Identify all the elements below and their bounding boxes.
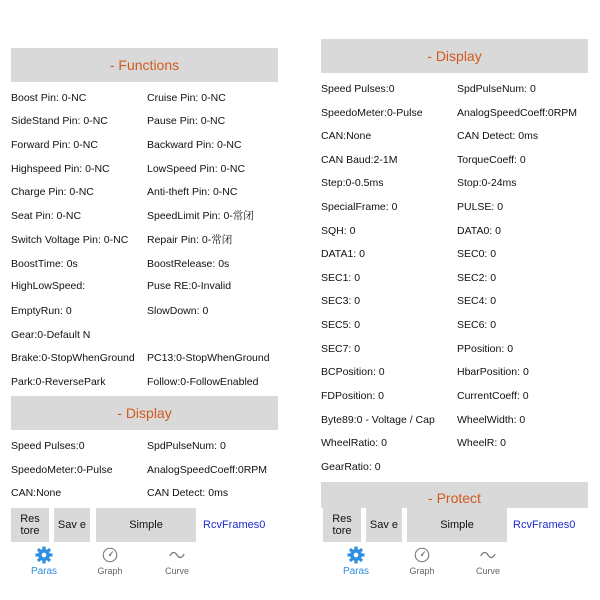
param-row[interactable] [11,437,281,455]
param-row[interactable] [11,302,281,320]
sec2[interactable]: SEC2: 0 [457,272,497,284]
param-row[interactable] [321,411,591,429]
param-row[interactable] [321,363,591,381]
nav-paras[interactable] [19,542,69,577]
sec7[interactable]: SEC7: 0 [321,343,361,355]
param-row[interactable] [11,207,281,225]
param-row[interactable] [11,349,281,367]
simple-button[interactable]: Simple [407,508,507,542]
pause-pin[interactable]: Pause Pin: 0-NC [147,115,226,127]
analog-speed-coeff[interactable]: AnalogSpeedCoeff:0RPM [457,107,578,119]
nav-graph[interactable] [85,542,135,576]
speed-pulses[interactable]: Speed Pulses:0 [321,83,395,95]
nav-graph-label: Graph [409,566,435,576]
torque-coeff[interactable]: TorqueCoeff: 0 [457,154,526,166]
puse-re[interactable]: Puse RE:0-Invalid [147,280,232,292]
save-button[interactable]: Sav e [54,508,90,542]
data1[interactable]: DATA1: 0 [321,248,365,260]
can-baud[interactable]: CAN Baud:2-1M [321,154,398,166]
gear-ratio[interactable]: GearRatio: 0 [321,461,381,473]
step[interactable]: Step:0-0.5ms [321,177,384,189]
brake[interactable]: Brake:0-StopWhenGround [11,352,135,364]
param-row[interactable] [11,278,281,292]
param-row[interactable] [11,326,281,344]
speedlimit-pin[interactable]: SpeedLimit Pin: 0-常闭 [147,210,254,222]
param-row[interactable] [11,89,281,107]
rcv-frames-counter: RcvFrames0 [203,519,266,531]
params-scroll-area[interactable] [0,40,290,508]
bottom-toolbar [0,508,290,542]
nav-curve-label: Curve [164,566,189,576]
sec1[interactable]: SEC1: 0 [321,272,361,284]
nav-graph-label: Graph [97,566,123,576]
bc-position[interactable]: BCPosition: 0 [321,366,385,378]
display-section-header[interactable] [11,396,278,430]
bottom-toolbar [310,508,600,542]
nav-paras-label: Paras [30,566,58,577]
curve-icon [168,546,186,564]
param-row[interactable] [11,112,281,130]
param-row[interactable] [11,484,281,502]
param-row[interactable] [11,136,281,154]
gauge-icon [101,546,119,564]
slow-down[interactable]: SlowDown: 0 [147,305,209,317]
pulse[interactable]: PULSE: 0 [457,201,504,213]
switch-voltage-pin[interactable]: Switch Voltage Pin: 0-NC [11,234,129,246]
speedometer[interactable]: SpeedoMeter:0-Pulse [321,107,423,119]
special-frame[interactable]: SpecialFrame: 0 [321,201,398,213]
param-row[interactable] [321,434,591,452]
speed-pulses[interactable]: Speed Pulses:0 [11,440,85,452]
param-row[interactable] [11,461,281,479]
cruise-pin[interactable]: Cruise Pin: 0-NC [147,92,226,104]
param-row[interactable] [321,269,591,287]
nav-curve[interactable] [152,542,202,576]
sec0[interactable]: SEC0: 0 [457,248,497,260]
right-screen [310,0,600,600]
can-detect[interactable]: CAN Detect: 0ms [457,130,539,142]
wheel-width[interactable]: WheelWidth: 0 [457,414,526,426]
param-row[interactable] [321,198,591,216]
display-section-header[interactable] [321,39,588,73]
restore-button[interactable]: Res tore [11,508,49,542]
save-button[interactable]: Sav e [366,508,402,542]
seat-pin[interactable]: Seat Pin: 0-NC [11,210,82,222]
gauge-icon [413,546,431,564]
high-low-speed[interactable]: HighLowSpeed: [11,280,86,292]
param-row[interactable] [321,151,591,169]
param-row[interactable] [11,231,281,249]
anti-theft-pin[interactable]: Anti-theft Pin: 0-NC [147,186,238,198]
functions-section-header[interactable] [11,48,278,82]
nav-curve-label: Curve [475,566,500,576]
wheel-ratio[interactable]: WheelRatio: 0 [321,437,387,449]
param-row[interactable] [11,160,281,178]
nav-paras-label: Paras [342,566,370,577]
backward-pin[interactable]: Backward Pin: 0-NC [147,139,242,151]
byte89[interactable]: Byte89:0 - Voltage / Cap [321,414,435,426]
nav-curve[interactable] [463,542,513,576]
restore-button[interactable]: Res tore [323,508,361,542]
param-row[interactable] [321,127,591,145]
can[interactable]: CAN:None [321,130,372,142]
sqh[interactable]: SQH: 0 [321,225,356,237]
param-row[interactable] [11,255,281,273]
param-row[interactable] [321,387,591,405]
param-row[interactable] [321,340,591,358]
nav-paras[interactable] [331,542,381,577]
current-coeff[interactable]: CurrentCoeff: 0 [457,390,529,402]
sidestand-pin[interactable]: SideStand Pin: 0-NC [11,115,108,127]
protect-header-label: - Protect [428,490,481,506]
nav-graph[interactable] [397,542,447,576]
display-header-label: - Display [117,405,172,421]
param-row[interactable] [321,316,591,334]
display-header-label: - Display [427,48,482,64]
param-row[interactable] [321,104,591,122]
param-row[interactable] [321,292,591,310]
param-row[interactable] [321,458,591,476]
boost-time[interactable]: BoostTime: 0s [11,258,78,270]
repair-pin[interactable]: Repair Pin: 0-常闭 [147,234,233,246]
left-screen [0,0,290,600]
param-row[interactable] [321,80,591,98]
boost-release[interactable]: BoostRelease: 0s [147,258,230,270]
pc13[interactable]: PC13:0-StopWhenGround [147,352,270,364]
param-row[interactable] [321,245,591,263]
park[interactable]: Park:0-ReversePark [11,376,106,388]
sec3[interactable]: SEC3: 0 [321,295,361,307]
sec5[interactable]: SEC5: 0 [321,319,361,331]
lowspeed-pin[interactable]: LowSpeed Pin: 0-NC [147,163,246,175]
spd-pulse-num[interactable]: SpdPulseNum: 0 [147,440,226,452]
param-row[interactable] [11,183,281,201]
gear-icon [347,546,365,564]
sec6[interactable]: SEC6: 0 [457,319,497,331]
simple-button[interactable]: Simple [96,508,196,542]
functions-header-label: - Functions [109,57,180,73]
boost-pin[interactable]: Boost Pin: 0-NC [11,92,87,104]
forward-pin[interactable]: Forward Pin: 0-NC [11,139,98,151]
curve-icon [479,546,497,564]
param-row[interactable] [321,174,591,192]
param-row[interactable] [321,222,591,240]
can-detect[interactable]: CAN Detect: 0ms [147,487,229,499]
bottom-nav [310,542,600,582]
sec4[interactable]: SEC4: 0 [457,295,497,307]
stop[interactable]: Stop:0-24ms [457,177,517,189]
bottom-nav [0,542,290,582]
params-scroll-area[interactable] [310,32,600,508]
param-row[interactable] [11,373,281,391]
gear[interactable]: Gear:0-Default N [11,329,91,341]
follow[interactable]: Follow:0-FollowEnabled [147,376,259,388]
spd-pulse-num[interactable]: SpdPulseNum: 0 [457,83,536,95]
speedometer[interactable]: SpeedoMeter:0-Pulse [11,464,113,476]
highspeed-pin[interactable]: Highspeed Pin: 0-NC [11,163,110,175]
p-position[interactable]: PPosition: 0 [457,343,514,355]
hbar-position[interactable]: HbarPosition: 0 [457,366,529,378]
wheel-r[interactable]: WheelR: 0 [457,437,507,449]
data0[interactable]: DATA0: 0 [457,225,501,237]
protect-section-header[interactable] [321,482,588,508]
analog-speed-coeff[interactable]: AnalogSpeedCoeff:0RPM [147,464,268,476]
can[interactable]: CAN:None [11,487,62,499]
charge-pin[interactable]: Charge Pin: 0-NC [11,186,94,198]
fd-position[interactable]: FDPosition: 0 [321,390,385,402]
empty-run[interactable]: EmptyRun: 0 [11,305,72,317]
rcv-frames-counter: RcvFrames0 [513,519,576,531]
gear-icon [35,546,53,564]
